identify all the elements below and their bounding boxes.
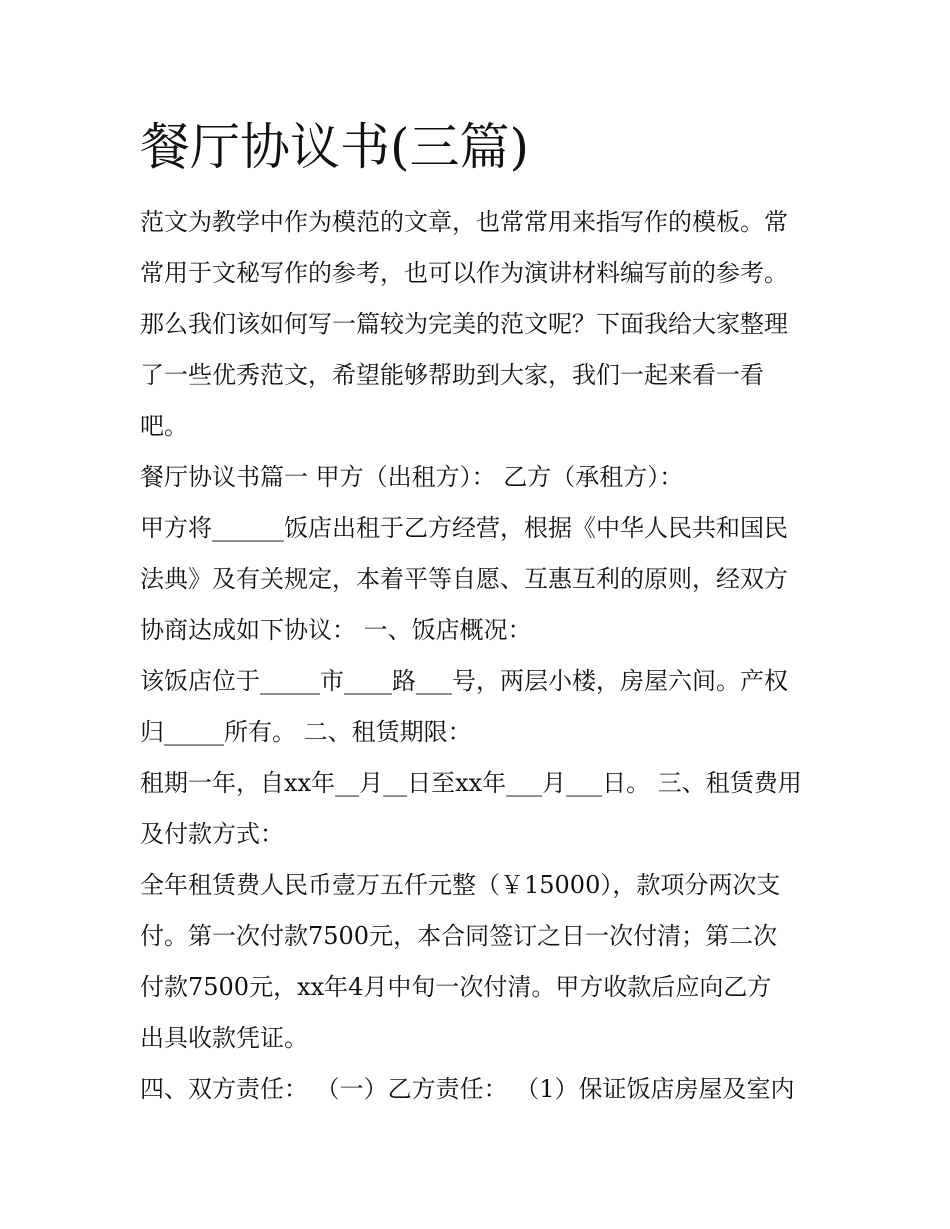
- document-body: [140, 197, 830, 1115]
- section-heading-line: 餐厅协议书篇一 甲方（出租方）： 乙方（承租方）：: [140, 463, 684, 491]
- body-line: 租期一年，自xx年__月__日至xx年___月___日。 三、租赁费用: [140, 769, 802, 797]
- body-line: 那么我们该如何写一篇较为完美的范文呢？下面我给大家整理: [140, 310, 788, 338]
- body-line: 及付款方式：: [140, 820, 284, 848]
- body-line: 该饭店位于_____市____路___号，两层小楼，房屋六间。产权: [140, 667, 788, 695]
- body-line: 法典》及有关规定，本着平等自愿、互惠互利的原则，经双方: [140, 565, 788, 593]
- body-line: 常用于文秘写作的参考，也可以作为演讲材料编写前的参考。: [140, 259, 788, 287]
- document-title: 餐厅协议书(三篇): [140, 118, 530, 176]
- body-line: 出具收款凭证。: [140, 1024, 308, 1052]
- body-line: 范文为教学中作为模范的文章，也常常用来指写作的模板。常: [140, 208, 788, 236]
- body-line: 了一些优秀范文，希望能够帮助到大家，我们一起来看一看: [140, 361, 764, 389]
- body-line: 归_____所有。 二、租赁期限：: [140, 718, 472, 746]
- body-line: 付。第一次付款7500元，本合同签订之日一次付清；第二次: [140, 922, 778, 950]
- body-line: 甲方将______饭店出租于乙方经营，根据《中华人民共和国民: [140, 514, 788, 542]
- body-line: 吧。: [140, 412, 188, 440]
- body-line: 全年租赁费人民币壹万五仟元整（￥15000），款项分两次支: [140, 871, 781, 899]
- body-line: 付款7500元，xx年4月中旬一次付清。甲方收款后应向乙方: [140, 973, 772, 1001]
- body-line: 四、双方责任： （一）乙方责任： （1）保证饭店房屋及室内: [140, 1075, 795, 1103]
- body-line: 协商达成如下协议： 一、饭店概况：: [140, 616, 532, 644]
